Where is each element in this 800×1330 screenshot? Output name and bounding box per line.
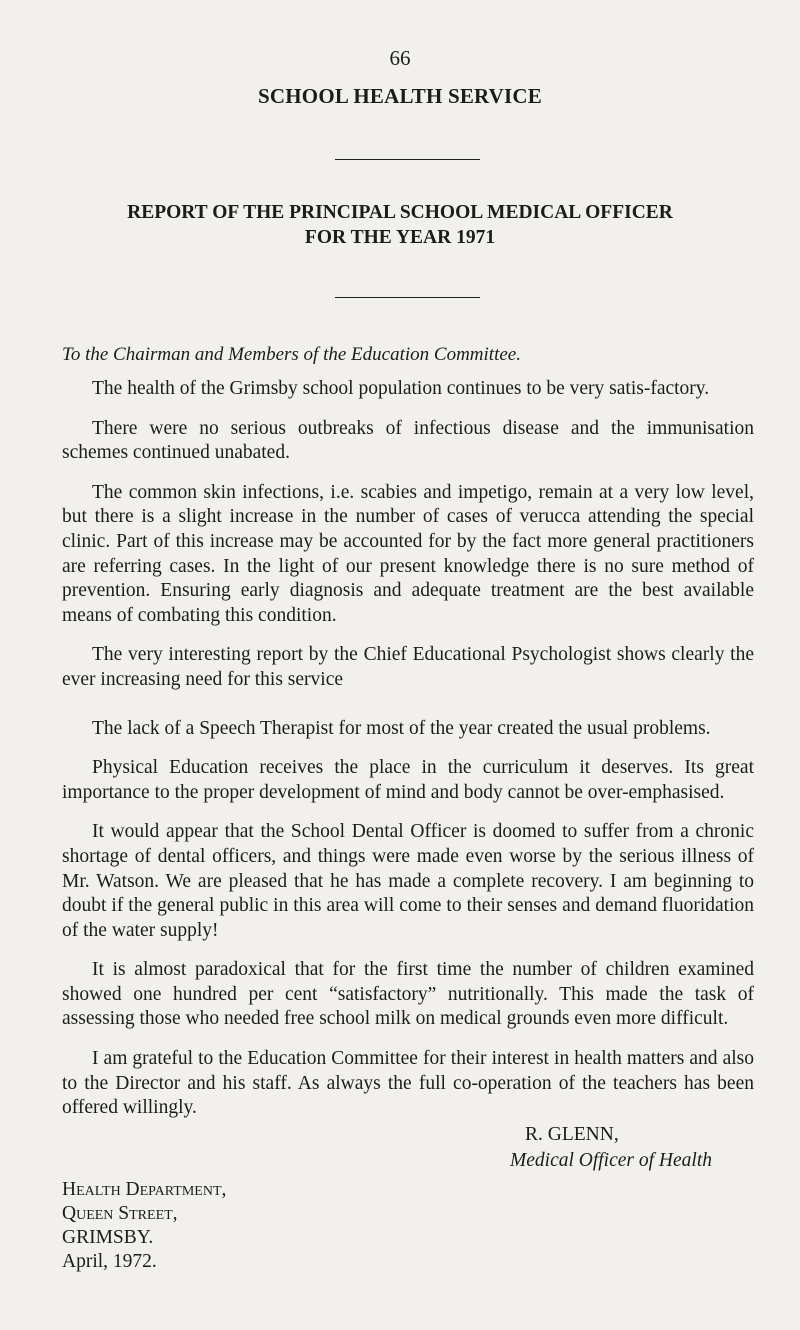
paragraph-6: Physical Education receives the place in the curriculum it deserves. Its great importance to the proper development of mind and body cannot be over-emphasised.	[62, 757, 754, 803]
paragraph-2: There were no serious outbreaks of infectious disease and the immunisation schemes continued unabated.	[62, 417, 754, 464]
report-body	[62, 377, 754, 1136]
address-department: Health Department,	[62, 1179, 227, 1200]
address-date: April, 1972.	[62, 1251, 157, 1272]
page-number: 66	[389, 46, 411, 70]
signatory-title: Medical Officer of Health	[510, 1150, 712, 1171]
address-block	[62, 1178, 226, 1274]
paragraph-9: I am grateful to the Education Committee for their interest in health matters and also to the Director and his staff. As always the full co-operation of the teachers has been offered willingly.	[62, 1048, 754, 1119]
divider-top	[335, 159, 480, 160]
signatory-name: R. GLENN,	[525, 1124, 619, 1145]
divider-bottom	[335, 297, 480, 298]
address-town: GRIMSBY.	[62, 1227, 154, 1248]
paragraph-5: The lack of a Speech Therapist for most of the year created the usual problems.	[92, 717, 711, 739]
address-street: Queen Street,	[62, 1203, 178, 1224]
paragraph-3: The common skin infections, i.e. scabies and impetigo, remain at a very low level, but there is a slight increase in the number of cases of verucca attending the special clinic. Part of this increase may be accounted for by the fact more general practitioners are referring cases. In the light of our present knowledge there is no sure method of prevention. Ensuring early diagnosis and adequate treatment are the best available means of combating this condition.	[62, 481, 754, 626]
paragraph-7: It would appear that the School Dental Officer is doomed to suffer from a chronic shortage of dental officers, and things were made even worse by the serious illness of Mr. Watson. We are pleased that he has made a complete recovery. I am beginning to doubt if the general public in this area will come to their senses and demand fluoridation of the water supply!	[62, 821, 754, 941]
salutation: To the Chairman and Members of the Education Committee.	[62, 344, 521, 365]
report-title-line2: FOR THE YEAR 1971	[304, 227, 496, 248]
paragraph-1: The health of the Grimsby school population continues to be very satis-factory.	[92, 378, 710, 399]
report-title	[0, 200, 800, 250]
section-heading: SCHOOL HEALTH SERVICE	[258, 84, 542, 108]
paragraph-8: It is almost paradoxical that for the first time the number of children examined showed one hundred per cent “satisfactory” nutritionally. This made the task of assessing those who needed free school milk on medical grounds even more difficult.	[62, 959, 754, 1030]
report-title-line1: REPORT OF THE PRINCIPAL SCHOOL MEDICAL OFFICER	[127, 202, 673, 223]
paragraph-4: The very interesting report by the Chief Educational Psychologist shows clearly the ever increasing need for this service	[62, 644, 754, 690]
